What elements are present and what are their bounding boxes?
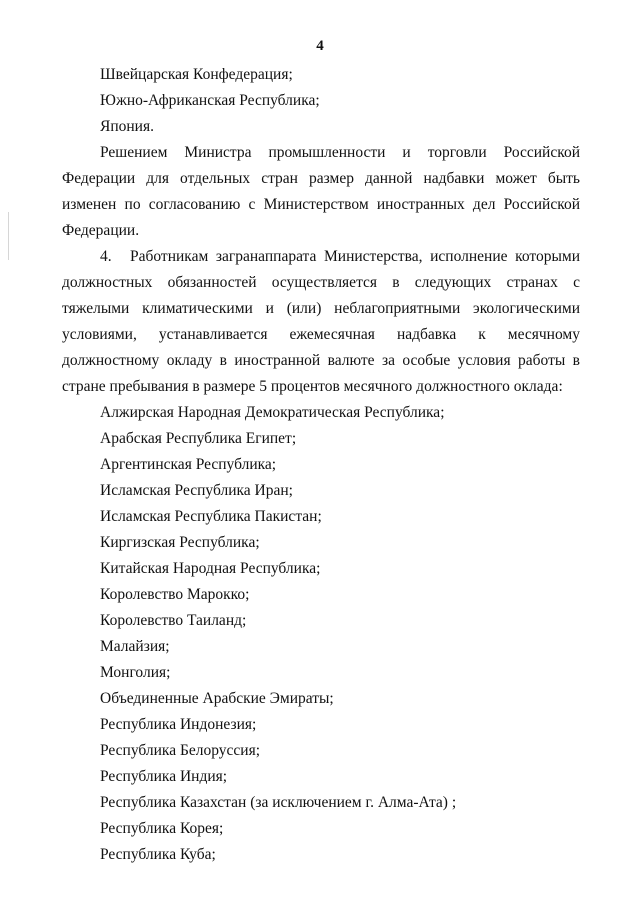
country-item: Монголия; <box>100 664 171 681</box>
country-item: Алжирская Народная Демократическая Республика; <box>100 404 445 421</box>
country-item-continued: Южно-Африканская Республика; <box>100 92 320 109</box>
page-number: 4 <box>316 38 324 54</box>
country-item-continued: Швейцарская Конфедерация; <box>100 66 293 83</box>
paragraph-item-4 <box>62 244 580 400</box>
country-item: Исламская Республика Пакистан; <box>100 508 322 525</box>
paragraph-minister-decision: Решением Министра промышленности и торговли Российской Федерации для отдельных стран размер данной надбавки может быть изменен по согласованию с Министерством иностранных дел Российской Федерации. <box>62 144 580 239</box>
country-item: Китайская Народная Республика; <box>100 560 321 577</box>
country-item: Малайзия; <box>100 638 170 655</box>
country-item: Республика Индонезия; <box>100 716 257 733</box>
country-item: Республика Корея; <box>100 820 224 837</box>
country-item: Исламская Республика Иран; <box>100 482 293 499</box>
country-item-continued: Япония. <box>100 118 154 135</box>
country-item: Республика Белоруссия; <box>100 742 261 759</box>
country-item: Республика Казахстан (за исключением г. Алма-Ата) ; <box>100 794 457 811</box>
country-item: Республика Куба; <box>100 846 216 863</box>
country-item: Арабская Республика Египет; <box>100 430 297 447</box>
country-item: Объединенные Арабские Эмираты; <box>100 690 334 707</box>
country-item: Киргизская Республика; <box>100 534 260 551</box>
country-item: Республика Индия; <box>100 768 228 785</box>
item-number: 4. <box>100 248 112 265</box>
country-list <box>62 400 580 868</box>
item-4-text: Работникам загранаппарата Министерства, исполнение которыми должностных обязанностей осуществляется в следующих странах с тяжелыми климатическими и (или) неблагоприятными экологическими условиями, устанавливается ежемесячная надбавка к месячному должностному окладу в иностранной валюте за особые условия работы в стране пребывания в размере 5 процентов месячного должностного оклада: <box>62 248 580 395</box>
country-item: Королевство Таиланд; <box>100 612 247 629</box>
scan-edge-mark <box>8 212 9 260</box>
country-item: Аргентинская Республика; <box>100 456 277 473</box>
country-item: Королевство Марокко; <box>100 586 250 603</box>
document-body <box>62 62 580 868</box>
